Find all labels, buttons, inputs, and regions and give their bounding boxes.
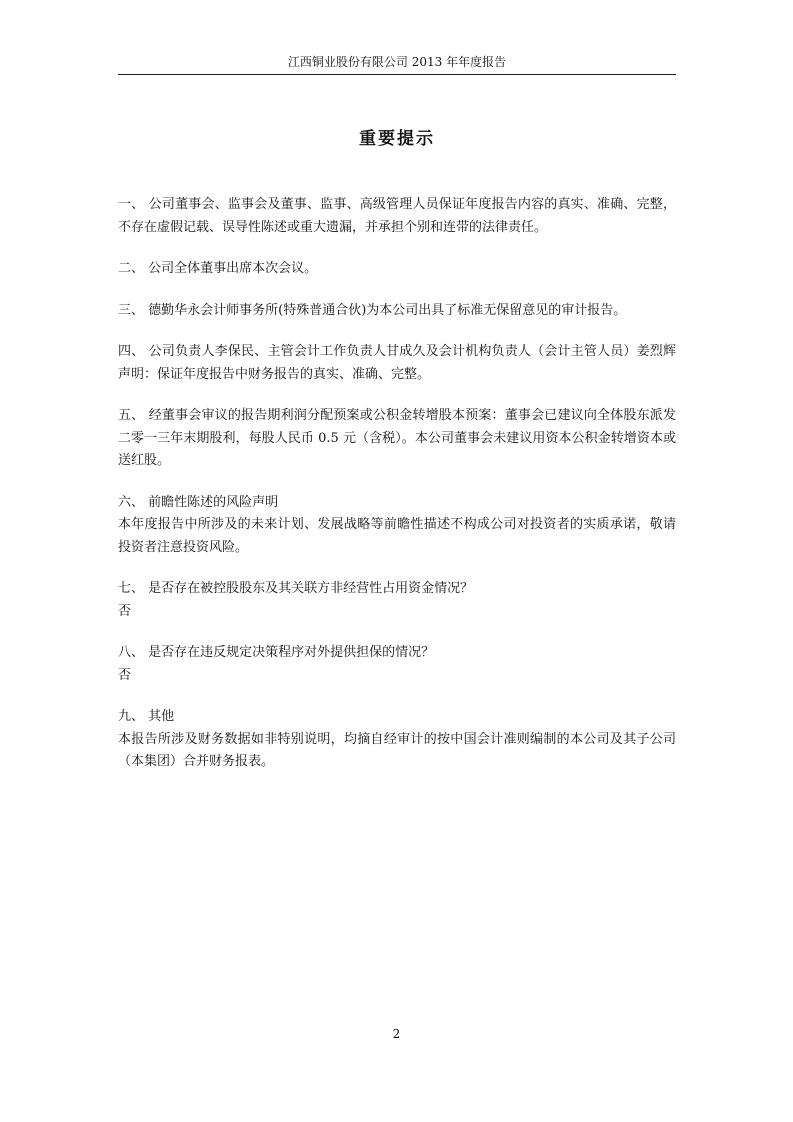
running-header: 江西铜业股份有限公司 2013 年年度报告 xyxy=(287,55,507,69)
notice-item-1 xyxy=(118,194,676,239)
notice-item-lead: 八、 是否存在违反规定决策程序对外提供担保的情况？ xyxy=(118,645,435,660)
notice-item-lead: 七、 是否存在被控股股东及其关联方非经营性占用资金情况？ xyxy=(118,581,474,596)
notice-item-lead: 四、 公司负责人李保民、主管会计工作负责人甘成久及会计机构负责人（会计主管人员）姜烈辉声明：保证年度报告中财务报告的真实、准确、完整。 xyxy=(118,344,676,382)
notice-item-6 xyxy=(118,492,676,560)
notice-item-answer: 否 xyxy=(118,603,132,619)
notice-item-lead: 一、 公司董事会、监事会及董事、监事、高级管理人员保证年度报告内容的真实、准确、完整，不存在虚假记载、误导性陈述或重大遗漏，并承担个别和连带的法律责任。 xyxy=(118,197,676,235)
notice-item-2 xyxy=(118,258,676,281)
header-rule xyxy=(118,74,676,75)
notice-item-4 xyxy=(118,341,676,386)
notice-item-lead: 三、 德勤华永会计师事务所(特殊普通合伙)为本公司出具了标准无保留意见的审计报告。 xyxy=(118,302,627,318)
notice-item-7 xyxy=(118,578,676,623)
notice-item-detail: 本年度报告中所涉及的未来计划、发展战略等前瞻性描述不构成公司对投资者的实质承诺，敬请投资者注意投资风险。 xyxy=(118,517,676,555)
notice-item-lead: 六、 前瞻性陈述的风险声明 xyxy=(118,494,279,510)
page-title: 重要提示 xyxy=(359,129,435,149)
notice-item-3 xyxy=(118,300,676,323)
notice-item-8 xyxy=(118,642,676,687)
notice-item-9 xyxy=(118,706,676,774)
page-number: 2 xyxy=(392,1027,401,1041)
notice-item-5 xyxy=(118,405,676,473)
notice-item-detail: 本报告所涉及财务数据如非特别说明，均摘自经审计的按中国会计准则编制的本公司及其子公司（本集团）合并财务报表。 xyxy=(118,731,676,769)
notice-item-lead: 二、 公司全体董事出席本次会议。 xyxy=(118,261,318,276)
notice-list xyxy=(118,194,676,793)
notice-item-lead: 九、 其他 xyxy=(118,709,175,724)
notice-item-answer: 否 xyxy=(118,667,132,683)
notice-item-lead: 五、 经董事会审议的报告期利润分配预案或公积金转增股本预案：董事会已建议向全体股东派发二零一三年末期股利，每股人民币 0.5 元（含税）。本公司董事会未建议用资本公积金转增资本或送红股。 xyxy=(118,408,676,468)
